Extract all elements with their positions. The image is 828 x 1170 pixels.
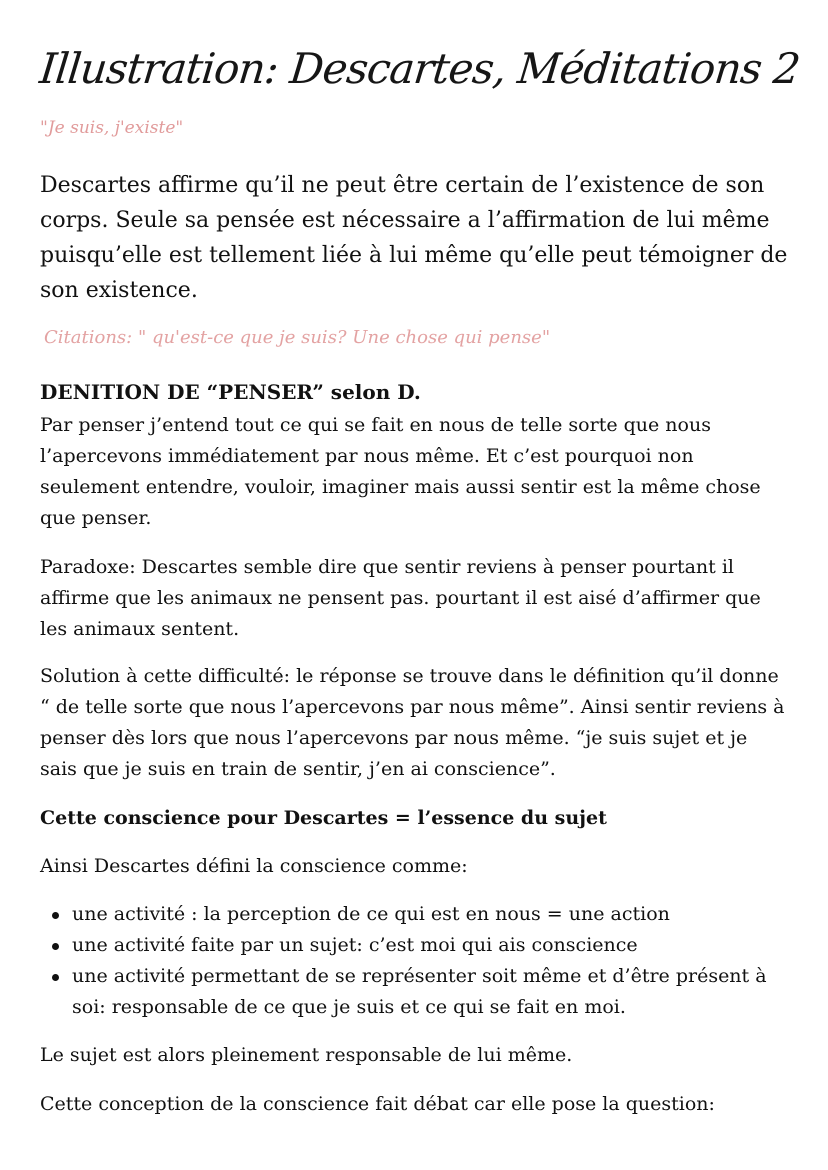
section-heading: DENITION DE “PENSER” selon D. — [40, 380, 421, 404]
intro-paragraph: Descartes affirme qu’il ne peut être certain de l’existence de son corps. Seule sa pensée est nécessaire a l’affirmation de lui même puisqu’elle est tellement liée à lui même qu’elle peut témoigner de son existence. — [40, 173, 788, 303]
debate-paragraph: Cette conception de la conscience fait débat car elle pose la question: — [40, 1093, 715, 1115]
citation-quote: Citations: " qu'est-ce que je suis? Une chose qui pense" — [44, 327, 551, 348]
list-item: une activité faite par un sujet: c’est moi qui ais conscience — [40, 930, 790, 961]
sujet-paragraph: Le sujet est alors pleinement responsable de lui même. — [40, 1044, 573, 1066]
solution-paragraph: Solution à cette difficulté: le réponse se trouve dans le définition qu’il donne “ de telle sorte que nous l’apercevons par nous même”. Ainsi sentir reviens à penser dès lors que nous l’apercevons par nous même. “je suis sujet et je sais que je suis en train de sentir, j’en ai conscience”. — [40, 665, 785, 780]
definition-paragraph: Par penser j’entend tout ce qui se fait en nous de telle sorte que nous l’apercevons immédiatement par nous même. Et c’est pourquoi non seulement entendre, vouloir, imaginer mais aussi sentir est la même chose que penser. — [40, 414, 761, 529]
page-title: Illustration: Descartes, Méditations 2 — [37, 44, 802, 93]
paradox-paragraph: Paradoxe: Descartes semble dire que sentir reviens à penser pourtant il affirme que les animaux ne pensent pas. pourtant il est aisé d’affirmer que les animaux sentent. — [40, 556, 761, 640]
list-item: une activité : la perception de ce qui est en nous = une action — [40, 899, 790, 930]
ainsi-paragraph: Ainsi Descartes défini la conscience comme: — [40, 855, 468, 877]
list-item: une activité permettant de se représenter soit même et d’être présent à soi: responsable de ce que je suis et ce qui se fait en moi. — [40, 961, 790, 1023]
essence-statement: Cette conscience pour Descartes = l’essence du sujet — [40, 807, 607, 829]
definition-bullet-list — [40, 899, 790, 1023]
subtitle-quote: "Je suis, j'existe" — [40, 118, 184, 138]
